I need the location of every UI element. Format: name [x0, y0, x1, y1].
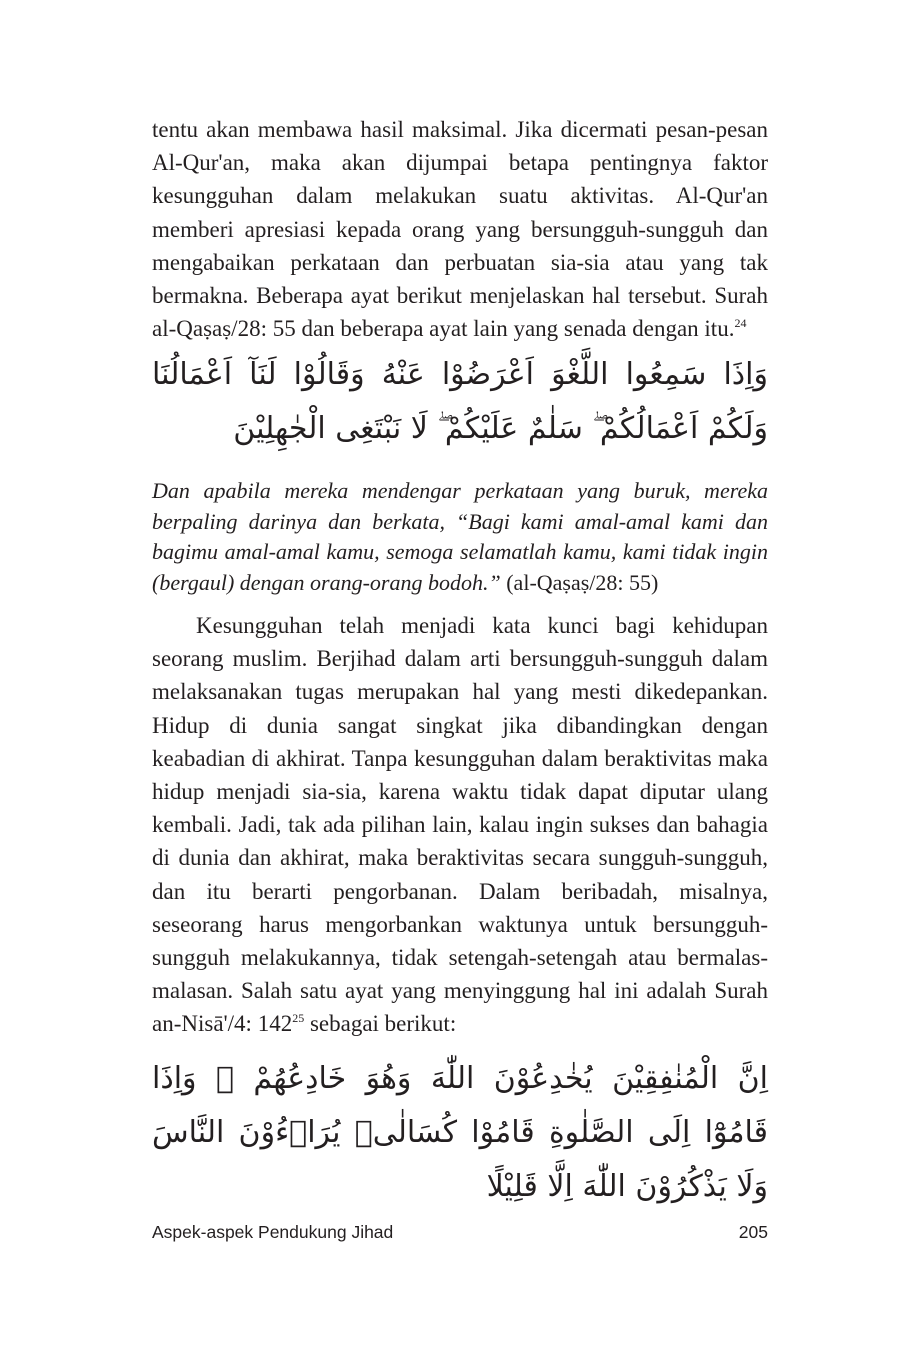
arabic-verse-qasas-55: وَاِذَا سَمِعُوا اللَّغْوَ اَعْرَضُوْا عَنْهُ وَقَالُوْا لَنَآ اَعْمَالُنَا وَلَكُمْ اَعْمَالُكُمْ ۖ سَلٰمٌ عَلَيْكُمْ ۖ لَا نَبْتَغِى الْجٰهِلِيْنَ [152, 357, 768, 446]
arabic-verse-nisa-142: اِنَّ الْمُنٰفِقِيْنَ يُخٰدِعُوْنَ اللّٰهَ وَهُوَ خَادِعُهُمْ ۚ وَاِذَا قَامُوْٓا اِلَى الصَّلٰوةِ قَامُوْا كُسَالٰىۙ يُرَاۤءُوْنَ النَّاسَ وَلَا يَذْكُرُوْنَ اللّٰهَ اِلَّا قَلِيْلًا [152, 1061, 768, 1204]
paragraph-intro [152, 113, 768, 345]
paragraph-body [152, 609, 768, 1041]
translation-text: Dan apabila mereka mendengar perkataan yang buruk, mereka berpaling darinya dan berkata, “Bagi kami amal-amal kami dan bagimu amal-amal kamu, semoga selamatlah kamu, kami tidak ingin (bergaul) dengan orang-orang bodoh.” [152, 478, 768, 595]
verse-reference: (al-Qaṣaṣ/28: 55) [500, 569, 659, 595]
footnote-ref-24: 24 [734, 316, 747, 331]
footnote-ref-25: 25 [292, 1011, 305, 1026]
paragraph-body-text: Kesungguhan telah menjadi kata kunci bagi kehidupan seorang muslim. Berjihad dalam arti bersungguh-sungguh dalam melaksanakan tugas merupakan hal yang mesti dikedepankan. Hidup di dunia sangat singkat jika dibandingkan dengan keabadian di akhirat. Tanpa kesungguhan dalam beraktivitas maka hidup menjadi sia-sia, karena waktu tidak dapat diputar ulang kembali. Jadi, tak ada pilihan lain, kalau ingin sukses dan bahagia di dunia dan akhirat, maka beraktivitas secara sungguh-sungguh, dan itu berarti pengorbanan. Dalam beribadah, misalnya, seseorang harus mengorbankan waktunya untuk bersungguh-sungguh melakukannya, tidak setengah-setengah atau bermalas-malasan. Salah satu ayat yang menyinggung hal ini adalah Surah an-Nisā'/4: 142 [152, 613, 768, 1037]
paragraph-body-tail: sebagai berikut: [304, 1011, 457, 1037]
running-footer-title: Aspek-aspek Pendukung Jihad [152, 1222, 394, 1242]
verse-translation-qasas-55 [152, 476, 768, 598]
paragraph-intro-text: tentu akan membawa hasil maksimal. Jika dicermati pesan-pesan Al-Qur'an, maka akan dijumpai betapa pentingnya faktor kesungguhan dalam melakukan suatu aktivitas. Al-Qur'an memberi apresiasi kepada orang yang bersungguh-sungguh dan mengabaikan perkataan dan perbuatan sia-sia atau yang tak bermakna. Beberapa ayat berikut menjelaskan hal tersebut. Surah al-Qaṣaṣ/28: 55 dan beberapa ayat lain yang senada dengan itu. [152, 117, 768, 342]
page-number: 205 [738, 1222, 768, 1242]
